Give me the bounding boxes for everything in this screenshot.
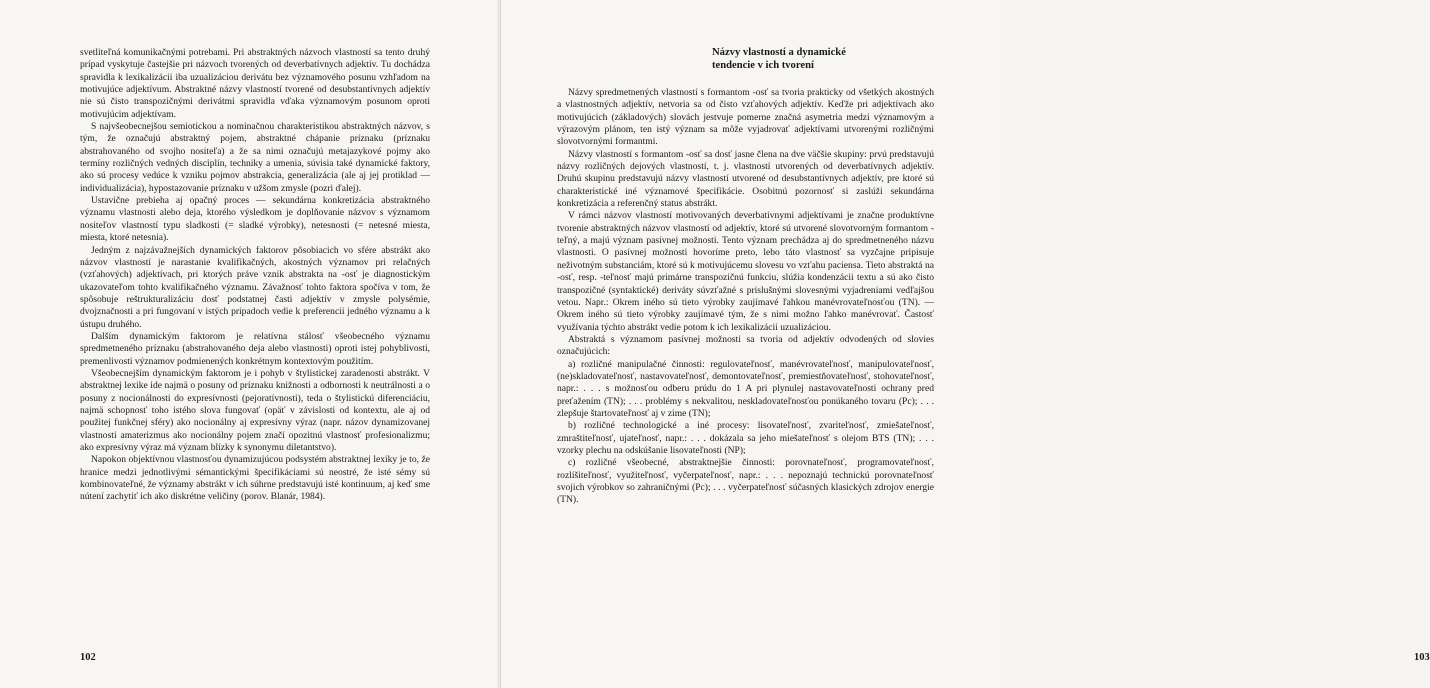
paragraph: Všeobecnejším dynamickým faktorom je i pohyb v štylistickej zaradenosti abstrákt. V abstraktnej lexike ide najmä o posuny od príznaku knižnosti a odbornosti k neutrálnosti a o posuny z nocionálnosti do expresívnosti (pejoratívnosti), teda o štylistickú diferenciáciu, najmä schopnosť toho istého slova fungovať (opäť v závislosti od kontextu, ale aj od použitej funkčnej sféry) ako nocionálny aj expresívny výraz (napr. názov dynamizovanej vlastnosti amaterizmus ako nocionálny pojem značí opozitnú vlastnosť profesionalizmu; ako expresívny výraz má význam blízky k synonymu diletantstvo). bbox=[80, 367, 430, 453]
paragraph: b) rozličné technologické a iné procesy: lisovateľnosť, zvariteľnosť, zmiešateľnosť, zmraštiteľnosť, ujateľnosť, napr.: . . . dokázala sa jeho miešateľnosť s olejom BTS (TN); . . . vzorky plechu na odskúšanie lisovateľnosti (NP); bbox=[557, 420, 934, 456]
left-text-column bbox=[80, 47, 430, 504]
paragraph: Abstraktá s významom pasívnej možnosti sa tvoria od adjektív odvodených od slovies označujúcich: bbox=[557, 333, 934, 358]
section-heading-line: tendencie v ich tvorení bbox=[712, 60, 814, 71]
right-page bbox=[500, 0, 1430, 688]
paragraph: a) rozličné manipulačné činnosti: regulovateľnosť, manévrovateľnosť, manipulovateľnosť, (ne)skladovateľnosť, nastavovateľnosť, demontovateľnosť, premiestňovateľnosť, stohovateľnosť, napr.: . . . s možnosťou odberu prúdu do 1 A pri plynulej nastavovateľnosti ochrany pred preťažením (TN); . . . problémy s nekvalitou, neskladovateľnosťou ponúkaného tovaru (Pc); . . . zlepšuje štartovateľnosť aj v zime (TN); bbox=[557, 358, 934, 419]
paragraph: svetliteľná komunikačnými potrebami. Pri abstraktných názvoch vlastností sa tento druhý prípad vyskytuje častejšie pri názvoch tvorených od deverbatívnych adjektív. Tu dochádza spravidla k lexikalizácii iba uzualizáciou derivátu bez významového posunu vzhľadom na motivujúce adjektívum. Abstraktné názvy vlastností tvorené od desubstantívnych adjektív nie sú čisto transpozičnými derivátmi spravidla vďaka významovým posunom oproti motivujúcim adjektívam. bbox=[80, 47, 430, 120]
paragraph: c) rozličné všeobecné, abstraktnejšie činnosti: porovnateľnosť, programovateľnosť, rozlíšiteľnosť, využiteľnosť, vyčerpateľnosť, napr.: . . . nepoznajú technickú porovnateľnosť svojich výrobkov so zahraničnými (Pc); . . . vyčerpateľnosť súčasných klasických zdrojov energie (TN). bbox=[557, 457, 934, 506]
page-number: 103 bbox=[1414, 652, 1430, 663]
paragraph: Ustavične prebieha aj opačný proces — sekundárna konkretizácia abstraktného významu vlastnosti alebo deja, ktorého výsledkom je doplňovanie názvov s významom nositeľov vlastností typu sladkosti (= sladké výrobky), netesnosti (= netesné miesta, miesta, ktoré netesnia). bbox=[80, 195, 430, 244]
paragraph: S najvšeobecnejšou semiotickou a nominačnou charakteristikou abstraktných názvov, s tým, že označujú abstraktný pojem, abstraktné chápanie príznaku (príznaku abstrahovaného od svojho nositeľa) a že sa nimi označujú metajazykové pojmy ako termíny rozličných vedných disciplín, techniky a umenia, súvisia také dynamické faktory, ako sú procesy vedúce k vzniku pojmov abstrakcia, generalizácia (ale aj jej protiklad — individualizácia), hypostazovanie príznaku v užšom zmysle (pozri ďalej). bbox=[80, 121, 430, 194]
paragraph: Názvy vlastností s formantom -osť sa dosť jasne člena na dve väčšie skupiny: prvú predstavujú názvy rozličných dejových vlastností, t. j. vlastností utvorených od deverbatívnych adjektív. Druhú skupinu predstavujú názvy vlastností utvorené od desubstantívnych adjektív, pre ktoré sú charakteristické iné významové špecifikácie. Osobitnú pozornosť si zaslúži sekundárna konkretizácia a referenčný status abstrákt. bbox=[557, 148, 934, 210]
left-page bbox=[0, 0, 500, 688]
paragraph: Dalším dynamickým faktorom je relatívna stálosť všeobecného významu spredmetneného príznaku (abstrahovaného deja alebo vlastnosti) oproti istej pohyblivosti, premenlivosti významov podmienených konkrétnym kontextovým použitím. bbox=[80, 330, 430, 367]
section-heading bbox=[712, 46, 892, 72]
paragraph: V rámci názvov vlastností motivovaných deverbatívnymi adjektívami je značne produktívne tvorenie abstraktných názvov vlastností od adjektív, ktoré sú utvorené slovotvorným formantom -teľný, a majú význam pasívnej možnosti. Tento význam prechádza aj do spredmetneného názvu vlastnosti. O pasívnej možnosti hovoríme preto, lebo táto vlastnosť sa vyzčajne pripisuje neživotným substanciám, ktoré sú k motivujúcemu slovesu vo vzťahu paciensa. Tieto abstraktá na -osť, resp. -teľnosť majú primárne transpozičnú funkciu, slúžia kondenzácii textu a sú ako čisto transpozičné (syntaktické) deriváty súvzťažné s prislušnými slovesnými vyjadreniami vedľajšou vetou. Napr.: Okrem iného sú tieto výrobky zaujímavé ľahkou manévrovateľnosťou (TN). — Okrem iného sú tieto výrobky zaujímavé tým, že s nimi možno ľahko manévrovať. Častosť využívania týchto abstrákt vedie potom k ich lexikalizácii uzualizáciou. bbox=[557, 210, 934, 333]
paragraph: Napokon objektívnou vlastnosťou dynamizujúcou podsystém abstraktnej lexiky je to, že hranice medzi jednotlivými sémantickými špecifikáciami sú neostré, že isté sémy sú kombinovateľné, že významy abstrákt v ich súhrne predstavujú isté kontinuum, aj keď sme nútení zachytiť ich ako diskrétne veličiny (porov. Blanár, 1984). bbox=[80, 454, 430, 503]
paragraph: Jedným z najzávažnejších dynamických faktorov pôsobiacich vo sfére abstrákt ako názvov vlastností je narastanie kvalifikačných, akostných významov pri relačných (vzťahových) adjektívach, pri ktorých práve vznik abstrakta na -osť je diagnostickým ukazovateľom tohto kvalifikačného významu. Závažnosť tohto faktora spočíva v tom, že spôsobuje reštrukturalizáciu dosť podstatnej časti adjektív v zmysle polysémie, dvojznačnosti a pri fungovaní v istých prípadoch vedie k preferencii jedného významu a k ústupu druhého. bbox=[80, 244, 430, 330]
right-text-column bbox=[557, 87, 934, 507]
section-heading-line: Názvy vlastností a dynamické bbox=[712, 47, 846, 58]
paragraph: Názvy spredmetnených vlastností s formantom -osť sa tvoria prakticky od všetkých akostných a vlastnostných adjektív, netvoria sa od čisto vzťahových adjektív. Keďže pri adjektívach ako motivujúcich (základových) slovách jestvuje pomerne značná asymetria medzi významovým a výrazovým plánom, ten istý význam sa môže vyjadrovať adjektívami utvorenými rozličnými slovotvornými formantmi. bbox=[557, 87, 934, 148]
page-number: 102 bbox=[80, 652, 96, 663]
